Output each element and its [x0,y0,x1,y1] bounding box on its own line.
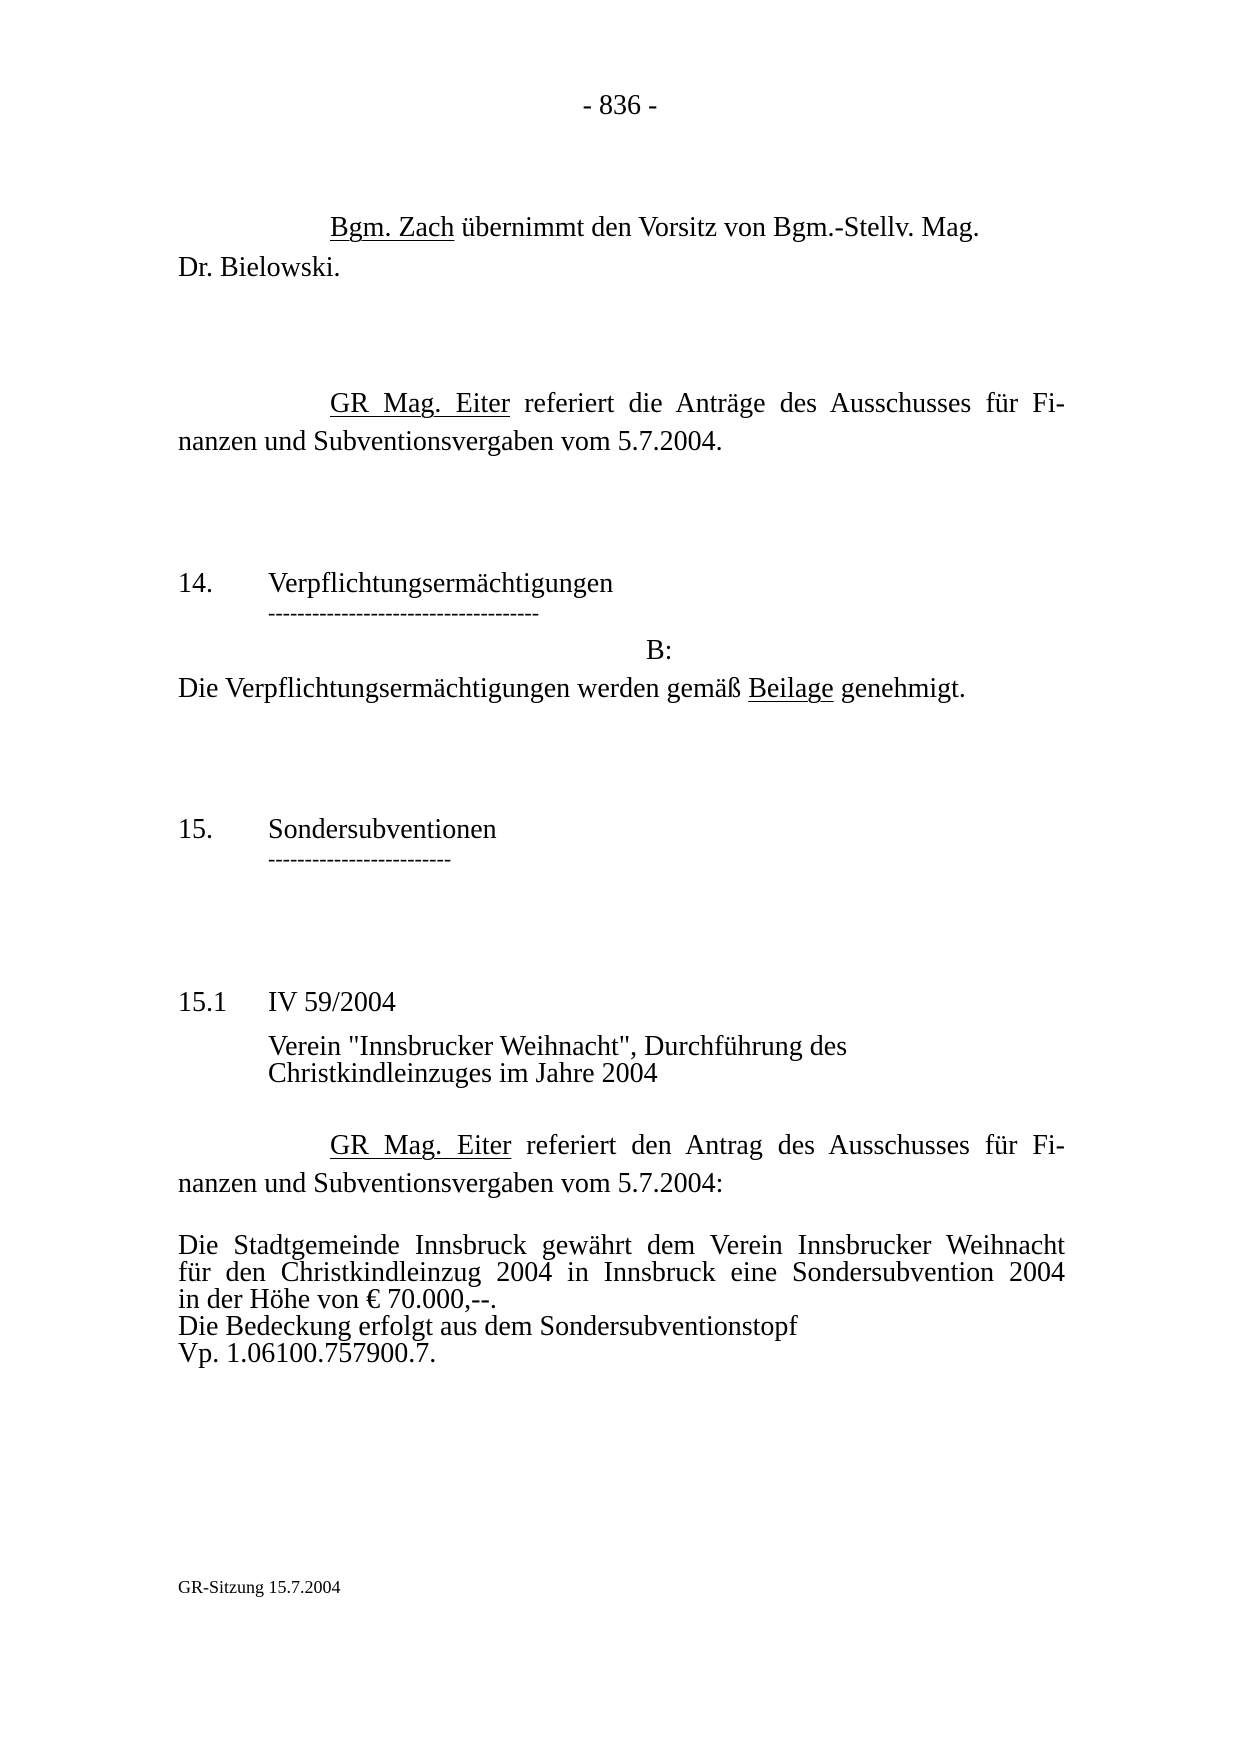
item15-1-number: 15.1 [178,987,227,1018]
item15-1-subject-line1: Verein "Innsbrucker Weihnacht", Durchführung des [268,1031,848,1062]
item14-title: Verpflichtungsermächtigungen [268,568,614,599]
item14-decision-label: B: [646,635,673,666]
motion-line4: Die Bedeckung erfolgt aus dem Sondersubventionstopf [178,1311,798,1342]
speaker-name: Bgm. Zach [330,212,455,243]
chair-change-line1: Bgm. Zach übernimmt den Vorsitz von Bgm.-Stellv. Mag. [330,212,980,243]
motion-line2: für den Christkindleinzug 2004 in Innsbruck eine Sondersubvention 2004 [178,1257,1065,1288]
item15-1-ref: IV 59/2004 [268,987,396,1018]
item15-1-subject-line2: Christkindleinzuges im Jahre 2004 [268,1058,658,1089]
item14-number: 14. [178,568,213,599]
item15-dashes: ------------------------- [268,846,452,871]
page-number: - 836 - [582,90,658,121]
report1-line2: nanzen und Subventionsvergaben vom 5.7.2004. [178,426,723,457]
motion-line5: Vp. 1.06100.757900.7. [178,1338,437,1369]
speaker-name: GR Mag. Eiter [330,1130,512,1161]
motion-line1: Die Stadtgemeinde Innsbruck gewährt dem Verein Innsbrucker Weihnacht [178,1230,1065,1261]
speaker-name: GR Mag. Eiter [330,388,511,419]
motion-line3: in der Höhe von € 70.000,--. [178,1284,497,1315]
item15-number: 15. [178,814,213,845]
item14-dashes: ------------------------------------- [268,600,540,625]
item15-title: Sondersubventionen [268,814,497,845]
report1-line1: GR Mag. Eiter referiert die Anträge des Ausschusses für Fi- [330,388,1065,419]
report2-line1: GR Mag. Eiter referiert den Antrag des Ausschusses für Fi- [330,1130,1066,1161]
item14-decision: Die Verpflichtungsermächtigungen werden gemäß Beilage genehmigt. [178,673,966,704]
report2-line2: nanzen und Subventionsvergaben vom 5.7.2004: [178,1168,724,1199]
page-footer: GR-Sitzung 15.7.2004 [178,1577,341,1597]
chair-change-line2: Dr. Bielowski. [178,252,341,283]
beilage-link[interactable]: Beilage [748,673,834,704]
